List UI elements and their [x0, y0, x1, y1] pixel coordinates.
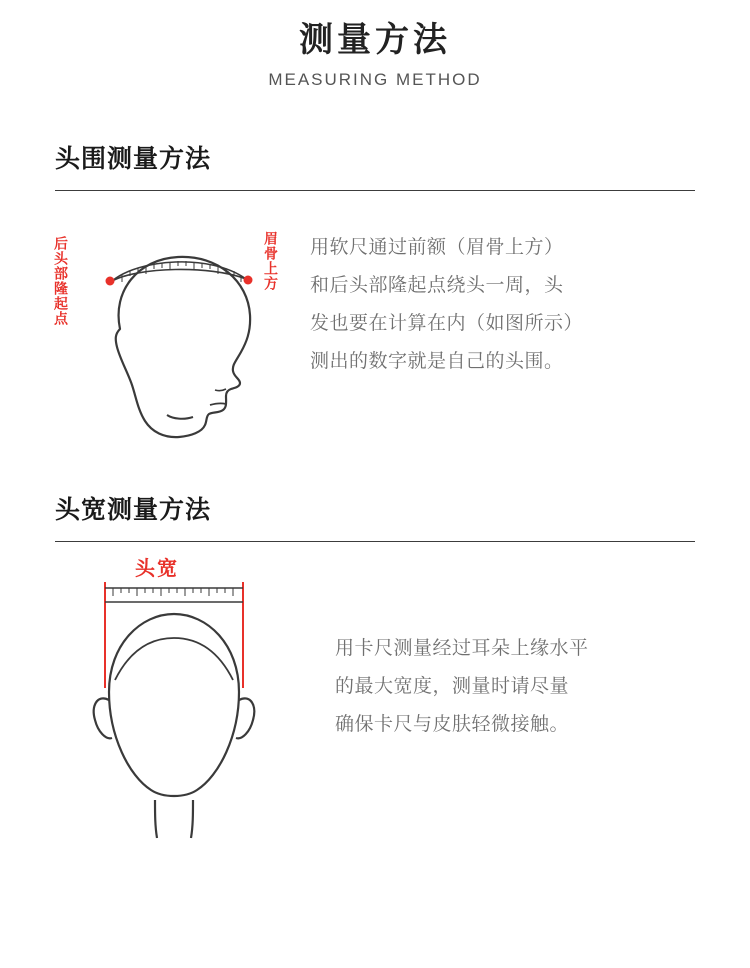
section-1-line-1: 用软尺通过前额（眉骨上方） [310, 237, 564, 258]
section-2-divider [55, 541, 695, 542]
section-head-width [0, 493, 750, 840]
section-2-text [335, 552, 705, 744]
section-1-heading: 头围测量方法 [55, 145, 212, 173]
section-2-line-1: 用卡尺测量经过耳朵上缘水平 [335, 638, 589, 659]
label-brow-bone-top: 眉骨上方 [263, 231, 279, 291]
section-head-circumference [0, 142, 750, 449]
label-back-head-point: 后头部隆起点 [53, 236, 69, 326]
section-1-body [0, 201, 750, 449]
section-2-heading: 头宽测量方法 [55, 496, 212, 524]
width-ruler [105, 588, 243, 602]
head-front-figure [55, 552, 335, 840]
label-head-width: 头宽 [135, 558, 179, 580]
head-profile-figure [55, 201, 310, 449]
page-title: 测量方法 [299, 21, 451, 59]
caliper-arms [105, 582, 243, 688]
section-1-divider [55, 190, 695, 191]
page-subtitle: MEASURING METHOD [268, 70, 482, 89]
section-2-line-2: 的最大宽度，测量时请尽量 [335, 676, 570, 697]
section-1-text [310, 201, 705, 381]
section-1-line-4: 测出的数字就是自己的头围。 [310, 351, 564, 372]
measure-point-back [106, 277, 115, 286]
measure-point-front [244, 276, 253, 285]
section-2-body [0, 552, 750, 840]
page-header [0, 0, 750, 90]
section-1-line-2: 和后头部隆起点绕头一周，头 [310, 275, 564, 296]
section-1-line-3: 发也要在计算在内（如图所示） [310, 313, 584, 334]
head-front-illustration [85, 560, 335, 840]
section-2-line-3: 确保卡尺与皮肤轻微接触。 [335, 714, 570, 735]
